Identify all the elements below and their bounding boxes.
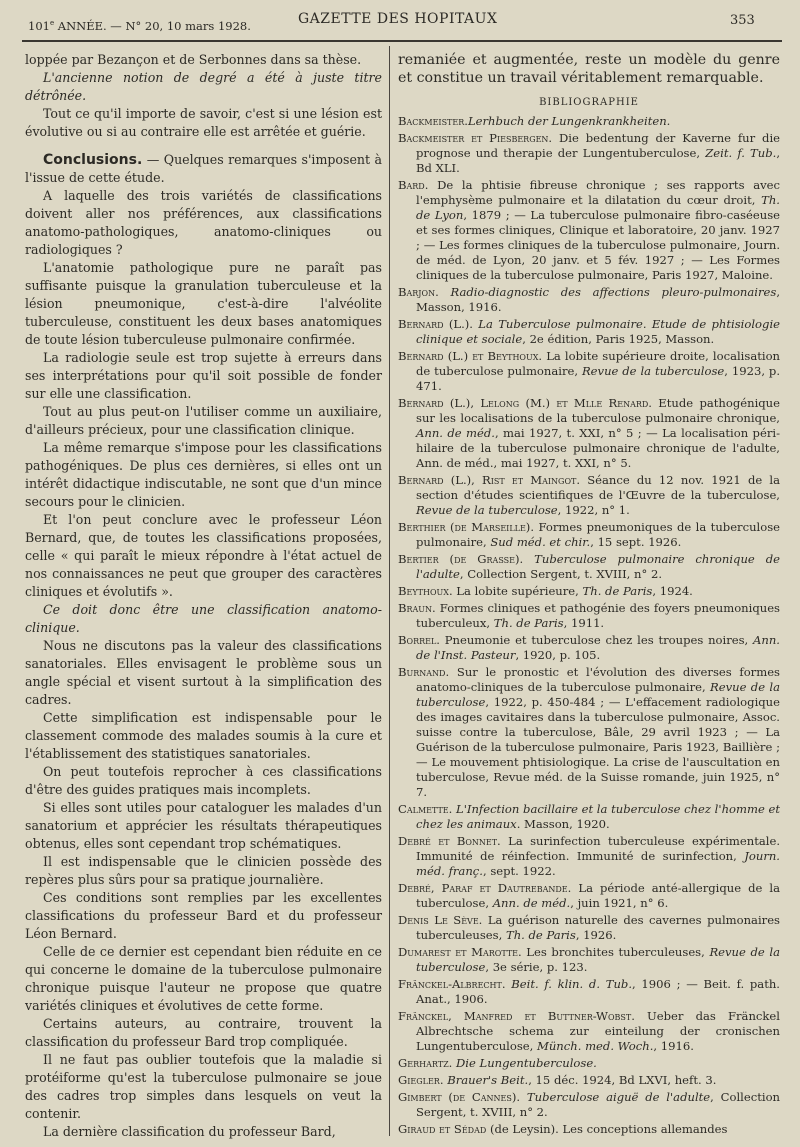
paragraph: A laquelle des trois variétés de classifications doivent aller nos préférences, aux classifications anatomo-pathologiques, anatomo-cliniques ou radiologiques ? [25, 188, 382, 257]
ref-source: L'Infection bacillaire et la tuberculose chez l'homme et chez les animaux [416, 802, 781, 831]
ref-author: Backmeister. [398, 114, 468, 128]
paragraph: La radiologie seule est trop sujette à erreurs dans ses interprétations pour qu'il soit possible de fonder sur elle une classification. [25, 350, 382, 401]
ref-text [439, 285, 451, 299]
ref-details: , juin 1921, n° 6. [570, 896, 669, 910]
ref-author: Bard. [398, 178, 429, 192]
ref-text: Pneumonie et tuberculose chez les troupes noires, [439, 633, 754, 647]
ref-author: Debré et Bonnet. [398, 834, 501, 848]
paragraph: Ces conditions sont remplies par les excellentes classifications du professeur Bard et du professeur Léon Bernard. [25, 890, 382, 941]
ref-author: Berthier (de Marseille). [398, 520, 535, 534]
ref-source: Brauer's Beit. [447, 1073, 529, 1087]
ref-text [520, 1090, 527, 1104]
ref-source: Revue de la tuberculose [416, 680, 780, 709]
paragraph: On peut toutefois reprocher à ces classifications d'être des guides pratiques mais incomplets. [25, 764, 382, 797]
ref-source: Zeit. f. Tub. [705, 146, 777, 160]
paragraph: Il ne faut pas oublier toutefois que la maladie si protéiforme qu'est la tuberculose pulmonaire se joue des cadres trop simples dans lesquels on veut la contenir. [25, 1052, 382, 1121]
column-divider [389, 46, 390, 1136]
paragraph: Si elles sont utiles pour cataloguer les malades d'un sanatorium et apprécier les résultats thérapeutiques obtenus, elles sont cependant trop schématiques. [25, 800, 382, 851]
ref-details: , 1916. [653, 1039, 694, 1053]
ref-source: Ann. de méd. [492, 896, 571, 910]
ref-text: (de Leysin). Les conceptions allemandes [486, 1122, 728, 1136]
ref-details: , 1926. [575, 928, 617, 942]
bibliography-heading: BIBLIOGRAPHIE [539, 97, 639, 108]
ref-text: La guérison naturelle des cavernes pulmonaires tuberculeuses, [416, 913, 780, 942]
paragraph: Et l'on peut conclure avec le professeur Léon Bernard, que, de toutes les classifications proposées, celle « qui paraît le mieux répondre à l'état actuel de nos connaissances ne peut que grouper des caractères cliniques et évolutifs ». [25, 512, 382, 599]
bibliography-entry [398, 1090, 780, 1120]
bibliography-entry [398, 1122, 780, 1137]
paragraph: remaniée et augmentée, reste un modèle du genre et constitue un travail véritablement remarquable. [398, 52, 780, 86]
bibliography-entry [398, 552, 780, 582]
ref-text: Séance du 12 nov. 1921 de la section d'études scientifiques de l'Œuvre de la tuberculose, [416, 473, 780, 502]
ref-details: , 1906 ; — Beit. f. path. Anat., 1906. [416, 977, 780, 1006]
ref-source: Ann. de l'Inst. Pasteur [416, 633, 780, 662]
ref-source: Münch. med. Woch. [537, 1039, 654, 1053]
ref-details: , 1924. [652, 584, 693, 598]
ref-text: Ueber das Fränckel Albrechtsche schema zur einteilung der cronischen Lungentuberculose, [416, 1009, 780, 1053]
bibliography-entry [398, 1073, 780, 1088]
ref-text: La surinfection tuberculeuse expérimentale. Immunité de réinfection. Immunité de surinfection, [416, 834, 780, 863]
ref-details: , Masson, 1916. [416, 285, 780, 314]
ref-source: Revue de la tuberculose [416, 503, 558, 517]
bibliography-entry [398, 1056, 780, 1071]
bibliography-list [398, 114, 780, 1137]
ref-details: , Collection Sergent, t. XVIII, n° 2. [416, 1090, 780, 1119]
ref-source: Revue de la tuberculose [581, 364, 725, 378]
ref-details: , 3e série, p. 123. [485, 960, 588, 974]
ref-source: Th. de Paris [493, 616, 564, 630]
ref-text: La lobite supérieure, [452, 584, 583, 598]
ref-author: Burnand. [398, 665, 450, 679]
bibliography-entry [398, 945, 780, 975]
ref-text [523, 552, 534, 566]
ref-author: Bernard (L.) et Beythoux. [398, 349, 543, 363]
issue-date: ANNÉE. — N° 20, 10 mars 1928. [54, 19, 251, 33]
ref-source: Th. de Paris [505, 928, 576, 942]
left-column [25, 51, 382, 1141]
bibliography-entry [398, 317, 780, 347]
paragraph: L'anatomie pathologique pure ne paraît pas suffisante puisque la granulation tuberculeuse et la lésion pneumonique, c'est-à-dire l'alvéolite tuberculeuse, constituent les deux bases anatomiques de toute lésion tuberculeuse pulmonaire confirmée. [25, 260, 382, 347]
ref-details: , 1922, n° 1. [557, 503, 630, 517]
ref-details: , 15 déc. 1924, Bd LXVI, heft. 3. [528, 1073, 717, 1087]
paragraph-text: — Quelques remarques s'imposent à l'issue de cette étude. [25, 152, 382, 185]
paragraph: loppée par Bezançon et de Serbonnes dans sa thèse. [25, 52, 362, 67]
bibliography-entry [398, 396, 780, 471]
bibliography-entry [398, 1009, 780, 1054]
ref-author: Fränckel-Albrecht. [398, 977, 506, 991]
year-number: 101 [28, 19, 50, 33]
ref-text: Formes cliniques et pathogénie des foyers pneumoniques tuberculeux, [416, 601, 780, 630]
ref-details: , mai 1927, t. XXI, n° 5 ; — La localisation péri-hilaire de la tuberculose pulmonaire chronique de l'adulte, Ann. de méd., mai 1927, t. XXI, n° 5. [416, 426, 780, 470]
bibliography-entry [398, 473, 780, 518]
bibliography-entry [398, 881, 780, 911]
bibliography-entry [398, 285, 780, 315]
page-number: 353 [730, 13, 755, 28]
ref-details: , 1911. [563, 616, 605, 630]
paragraph: Cette simplification est indispensable pour le classement commode des malades soumis à la cure et l'établissement des statistiques sanatoriales. [25, 710, 382, 761]
ref-source: Die Lungentuberculose. [456, 1056, 597, 1070]
ref-author: Giraud et Sédad [398, 1122, 487, 1136]
bibliography-entry [398, 349, 780, 394]
ref-author: Bernard (L.). [398, 317, 473, 331]
bibliography-entry [398, 913, 780, 943]
bibliography-entry [398, 977, 780, 1007]
ref-text: Les bronchites tuberculeuses, [521, 945, 710, 959]
ref-source: Journ. méd. franç. [416, 849, 780, 878]
ref-author: Bernard (L.), Rist et Maingot. [398, 473, 581, 487]
journal-title: GAZETTE DES HOPITAUX [298, 11, 498, 27]
ref-source: Beit. f. klin. d. Tub. [511, 977, 632, 991]
right-column [398, 51, 780, 1139]
ref-source: Th. de Paris [582, 584, 653, 598]
ref-details: , 15 sept. 1926. [590, 535, 682, 549]
ref-author: Calmette. [398, 802, 453, 816]
ref-details: . Masson, 1920. [516, 817, 610, 831]
bibliography-entry [398, 633, 780, 663]
ref-author: Backmeister et Piesbergen. [398, 131, 553, 145]
bibliography-entry [398, 520, 780, 550]
paragraph: Certains auteurs, au contraire, trouvent la classification du professeur Bard trop compliquée. [25, 1016, 382, 1049]
ref-details: , Bd XLI. [416, 146, 781, 175]
ref-text: La période anté-allergique de la tuberculose, [416, 881, 781, 910]
ref-text: Sur le pronostic et l'évolution des diverses formes anatomo-cliniques de la tuberculose pulmonaire, [416, 665, 780, 694]
section-heading: Conclusions. [43, 152, 143, 168]
ref-details: , 1879 ; — La tuberculose pulmonaire fibro-caséeuse et ses formes cliniques, Clinique et laboratoire, 20 janv. 1927 ; — Les formes cliniques de la tuberculose pulmonaire, Journ. de méd. de Lyon, 20 janv. et 5 fév. 1927 ; — Les Formes cliniques de la tuberculose pulmonaire, Paris 1927, Maloine. [416, 208, 780, 282]
ref-author: Barjon. [398, 285, 439, 299]
italic-paragraph: L'ancienne notion de degré a été à juste titre détrônée. [25, 70, 382, 103]
page-header [0, 0, 800, 36]
ref-details: , sept. 1922. [482, 864, 556, 878]
ref-text: Formes pneumoniques de la tuberculose pulmonaire, [416, 520, 781, 549]
ref-source: Sud méd. et chir. [490, 535, 591, 549]
paragraph: La dernière classification du professeur Bard, [43, 1124, 336, 1139]
bibliography-entry [398, 802, 780, 832]
bibliography-entry [398, 601, 780, 631]
ref-author: Braun. [398, 601, 436, 615]
paragraph: Nous ne discutons pas la valeur des classifications sanatoriales. Elles envisagent le problème sous un angle spécial et visent surtout à la simplification des cadres. [25, 638, 382, 707]
ref-author: Borrel. [398, 633, 440, 647]
ref-author: Beythoux. [398, 584, 453, 598]
ref-source: Tuberculose pulmonaire chronique de l'adulte [416, 552, 780, 581]
paragraph: Celle de ce dernier est cependant bien réduite en ce qui concerne le domaine de la tuberculose pulmonaire chronique puisque l'auteur ne propose que quatre variétés cliniques et évolutives de cette forme. [25, 944, 382, 1013]
bibliography-entry [398, 834, 780, 879]
ref-author: Debré, Paraf et Dautrebande. [398, 881, 572, 895]
ref-author: Gerhartz. [398, 1056, 453, 1070]
conclusions-paragraph [25, 151, 382, 187]
ref-author: Gimbert (de Cannes). [398, 1090, 521, 1104]
ref-source: Tuberculose aiguë de l'adulte [526, 1090, 711, 1104]
year-suffix: e [49, 19, 55, 28]
ref-details: , 2e édition, Paris 1925, Masson. [522, 332, 715, 346]
ref-author: Giegler. [398, 1073, 444, 1087]
ref-details: , 1923, p. 471. [416, 364, 781, 393]
ref-text: Etude pathogénique sur les localisations de la tuberculose pulmonaire chronique, [416, 396, 780, 425]
bibliography-entry [398, 114, 780, 129]
ref-source: Th. de Lyon [416, 193, 780, 222]
ref-source: La Tuberculose pulmonaire. Etude de phtisiologie clinique et sociale [416, 317, 780, 346]
bibliography-entry [398, 584, 780, 599]
bibliography-entry [398, 178, 780, 283]
bibliography-entry [398, 665, 780, 800]
ref-author: Denis Le Sève. [398, 913, 483, 927]
paragraph: Il est indispensable que le clinicien possède des repères plus sûrs pour sa pratique journalière. [25, 854, 382, 887]
ref-details: , 1922, p. 450-484 ; — L'effacement radiologique des images cavitaires dans la tuberculose pulmonaire, Assoc. suisse contre la tuberculose, Bâle, 29 avril 1923 ; — La Guérison de la tuberculose pulmonaire, Paris 1923, Baillière ; — Le mouvement phtisiologique. La crise de l'auscultation en tuberculose, Revue méd. de la Suisse romande, juin 1925, n° 7. [416, 695, 780, 799]
paragraph: La même remarque s'impose pour les classifications pathogéniques. De plus ces dernières, si elles ont un intérêt didactique indiscutable, ne sont que d'un mince secours pour le clinicien. [25, 440, 382, 509]
ref-author: Bernard (L.), Lelong (M.) et Mlle Renard. [398, 396, 652, 410]
ref-text: La lobite supérieure droite, localisation de tuberculose pulmonaire, [416, 349, 781, 378]
paragraph: Tout au plus peut-on l'utiliser comme un auxiliaire, d'ailleurs précieux, pour une classification clinique. [25, 404, 382, 437]
bibliography-entry [398, 131, 780, 176]
italic-paragraph: Ce doit donc être une classification anatomo-clinique. [25, 602, 382, 635]
ref-author: Dumarest et Marotte. [398, 945, 522, 959]
ref-details: , Collection Sergent, t. XVIII, n° 2. [459, 567, 662, 581]
ref-source: Revue de la tuberculose [416, 945, 780, 974]
issue-line [28, 19, 251, 33]
ref-source: Lerhbuch der Lungenkrankheiten. [467, 114, 671, 128]
ref-text: De la phtisie fibreuse chronique ; ses rapports avec l'emphysème pulmonaire et la dilatation du cœur droit, [416, 178, 780, 207]
ref-source: Ann. de méd. [416, 426, 495, 440]
header-rule [22, 40, 782, 42]
ref-details: , 1920, p. 105. [515, 648, 601, 662]
ref-author: Bertier (de Grasse). [398, 552, 524, 566]
paragraph: Tout ce qu'il importe de savoir, c'est si une lésion est évolutive ou si au contraire elle est arrêtée et guérie. [25, 106, 382, 139]
ref-source: Radio-diagnostic des affections pleuro-pulmonaires [450, 285, 777, 299]
ref-text: Die bedentung der Kaverne fur die prognose und therapie der Lungentuberculose, [416, 131, 780, 160]
ref-author: Fränckel, Manfred et Buttner-Wobst. [398, 1009, 635, 1023]
